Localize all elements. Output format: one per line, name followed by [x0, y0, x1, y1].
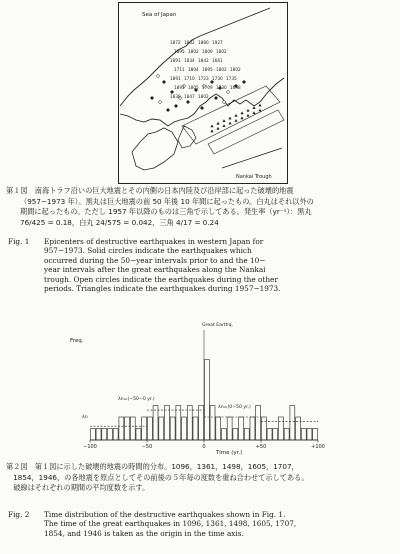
year-label: 1802: [188, 49, 199, 54]
caption-line: The time of the great earthquakes in 1096, 1361, 1498, 1605, 1707,: [44, 519, 297, 529]
epicenter-dot: [223, 101, 226, 104]
figure2-caption-en: [8, 510, 398, 538]
year-label: 1872: [170, 40, 181, 45]
caption-line: periods. Triangles indicate the earthquakes during 1957−1973.: [44, 284, 281, 294]
histogram-bar: [90, 429, 95, 441]
histogram-bar: [250, 417, 255, 440]
epicenter-dot: [171, 91, 174, 94]
sea-of-japan-label: Sea of Japan: [142, 12, 177, 18]
caption-line: 第２図 第１図に示した破壊的地震の時間的分布。1096，1361，1498，1605，1707，: [6, 462, 299, 471]
y-axis-label: Freq.: [70, 338, 84, 344]
caption-line: 第１図 南海トラフ沿いの巨大地震とその内側の日本内陸及び沿岸部に起った破壊的地震: [6, 186, 294, 195]
histogram-bar: [210, 406, 215, 441]
x-tick-label: +50: [255, 444, 267, 450]
epicenter-dot: [215, 97, 218, 100]
histogram-bar: [159, 417, 164, 440]
epicenter-dot: [211, 81, 214, 84]
histogram-bar: [290, 406, 295, 441]
year-label: 1802: [230, 67, 241, 72]
caption-line: 76/425 = 0.18，白丸 24/575 = 0.042，三角 4/17 = 0.24: [20, 217, 219, 227]
x-tick-label: 0: [202, 444, 206, 450]
histogram-bar: [96, 429, 101, 441]
histogram-bar: [182, 417, 187, 440]
annotation-small: λn: [82, 415, 88, 420]
epicenter-dot: [227, 91, 230, 94]
caption-line: Epicenters of destructive earthquakes in western Japan for: [44, 237, 264, 246]
figure2-histogram: [68, 318, 336, 458]
histogram-bar: [187, 406, 192, 441]
epicenter-dot: [163, 81, 166, 84]
caption-line: year intervals after the great earthquakes along the Nankai: [44, 265, 266, 275]
year-label: 1891: [170, 76, 181, 81]
histogram-bar: [284, 429, 289, 441]
year-label: 1809: [202, 49, 213, 54]
year-label: 1735: [226, 76, 237, 81]
epicenter-dot: [201, 107, 204, 110]
histogram-bar: [244, 429, 249, 441]
caption-line: Time distribution of the destructive earthquakes shown in Fig. 1.: [44, 510, 286, 519]
histogram-bar: [256, 406, 261, 441]
histogram-bar: [147, 417, 152, 440]
histogram-bar: [170, 417, 175, 440]
epicenter-dot: [167, 109, 170, 112]
figure2-caption-jp: [6, 462, 396, 494]
histogram-bar: [130, 417, 135, 440]
fig2-label: Fig. 2: [8, 510, 30, 519]
histogram-bar: [239, 417, 244, 440]
year-label: 1891: [174, 85, 185, 90]
histogram-bar: [113, 429, 118, 441]
epicenter-dot: [243, 81, 246, 84]
year-label: 1847: [184, 94, 195, 99]
caption-line: 1854, and 1946 is taken as the origin in the time axis.: [44, 528, 244, 538]
annotation-left: λn=(−50−0 yr.): [118, 397, 155, 402]
caption-line: 期間に起ったもの。ただし 1957 年以降のものは三角で示してある。発生率（yr⁻¹）：黒丸: [20, 207, 312, 216]
year-label: 1709: [202, 85, 213, 90]
figure1-caption-jp: [6, 186, 396, 228]
histogram-bar: [136, 429, 141, 441]
histogram-bar: [307, 429, 312, 441]
histogram-bar: [199, 406, 204, 441]
figure1-caption-en: [8, 237, 398, 293]
histogram-bar: [222, 429, 227, 441]
epicenter-dot: [157, 75, 160, 78]
year-label: 1880: [198, 40, 209, 45]
histogram-bar: [301, 429, 306, 441]
year-label: 1802: [216, 49, 227, 54]
caption-line: trough. Open circles indicate the earthquakes during the other: [44, 274, 278, 284]
histogram-bar: [176, 406, 181, 441]
histogram-bar: [125, 417, 130, 440]
year-label: 1830: [170, 94, 181, 99]
year-label: 1710: [184, 76, 195, 81]
year-label: 1730: [216, 85, 227, 90]
histogram-bar: [279, 417, 284, 440]
great-earthquake-label: Great Earthq.: [202, 323, 233, 328]
histogram-bar: [142, 417, 147, 440]
x-tick-label: +100: [311, 444, 325, 450]
year-label: 1927: [212, 40, 223, 45]
x-tick-label: −100: [83, 444, 97, 450]
annotation-right: λn=(0−50 yr.): [218, 405, 251, 410]
year-label: 1895: [174, 49, 185, 54]
histogram-bar: [261, 417, 266, 440]
x-axis: [83, 330, 325, 450]
epicenter-dot: [175, 105, 178, 108]
epicenter-dot: [159, 101, 162, 104]
histogram-bar: [108, 429, 113, 441]
figure1-map: [118, 2, 288, 184]
epicenter-dot: [187, 101, 190, 104]
nankai-trough-label: Nankai Trough: [236, 174, 272, 180]
histogram-bar: [313, 429, 318, 441]
year-label: 1804: [188, 67, 199, 72]
histogram-bar: [273, 429, 278, 441]
histogram-bar: [296, 417, 301, 440]
x-tick-label: −50: [141, 444, 153, 450]
x-axis-label: Time (yr.): [216, 450, 243, 456]
caption-line: 957−1973. Solid circles indicate the earthquakes which: [44, 246, 252, 256]
year-label: 1895: [202, 67, 213, 72]
year-label: 1698: [230, 85, 241, 90]
caption-line: 1854，1946，の各地震を原点としてその前後の５年毎の度数を重ね合わせて示してある。: [6, 472, 309, 482]
year-label: 1802: [184, 40, 195, 45]
year-label: 1805: [188, 85, 199, 90]
year-label: 1802: [216, 67, 227, 72]
fig1-label: Fig. 1: [8, 237, 30, 246]
year-label: 1834: [184, 58, 195, 63]
caption-line: （957−1973 年）。黒丸は巨大地震の前 50 年後 10 年間に起ったもの。白丸はそれ以外の: [20, 196, 314, 206]
histogram-bar: [102, 429, 107, 441]
caption-line: 破線はそれぞれの期間の平均度数を示す。: [6, 483, 150, 492]
year-label: 1723: [198, 76, 209, 81]
histogram-bar: [227, 417, 232, 440]
year-label: 1802: [198, 94, 209, 99]
histogram-bar: [204, 360, 209, 441]
year-label: 1891: [170, 58, 181, 63]
epicenter-dot: [151, 97, 154, 100]
histogram-bar: [193, 417, 198, 440]
year-label: 1661: [212, 58, 223, 63]
year-label: 1842: [198, 58, 209, 63]
year-label: 1730: [212, 76, 223, 81]
histogram-bar: [216, 417, 221, 440]
histogram-bar: [153, 406, 158, 441]
histogram-bar: [267, 429, 272, 441]
caption-line: occurred during the 50−year intervals prior to and the 10−: [44, 255, 266, 265]
year-label: 1711: [174, 67, 185, 72]
histogram-bar: [165, 406, 170, 441]
histogram-bar: [119, 417, 124, 440]
histogram-bar: [233, 429, 238, 441]
